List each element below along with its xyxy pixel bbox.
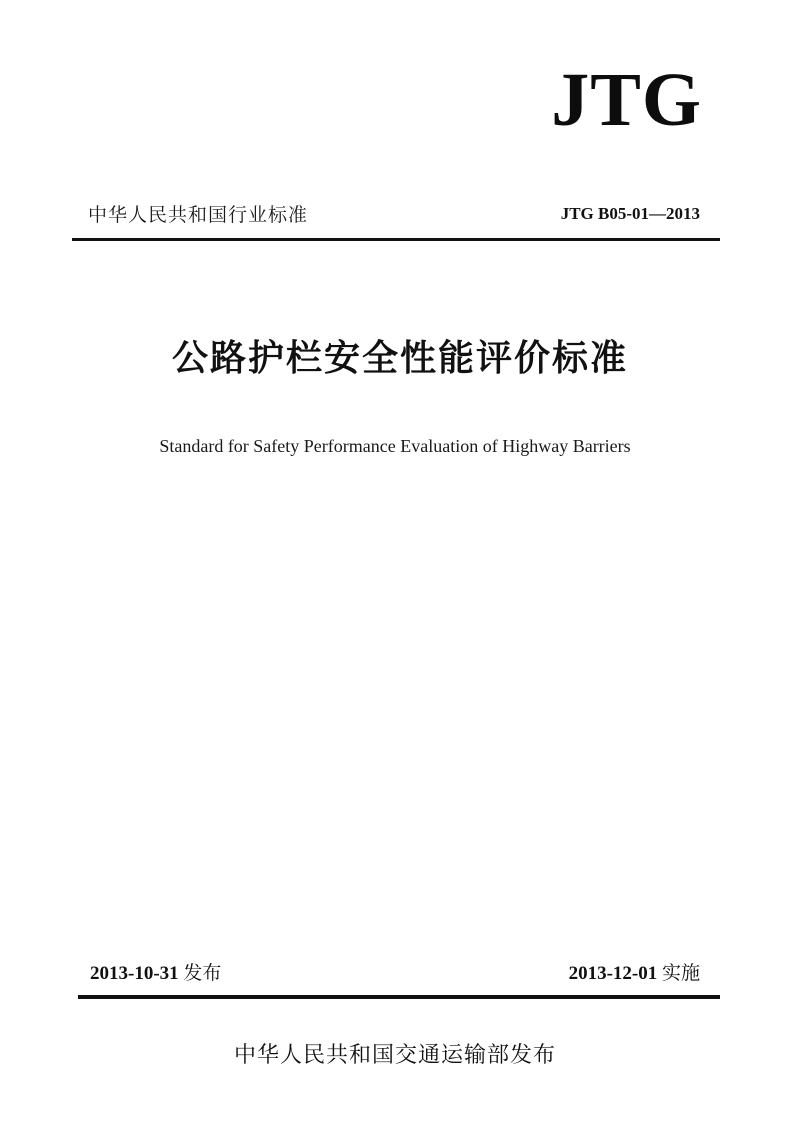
standard-category: 中华人民共和国行业标准	[88, 204, 309, 226]
implement-label: 实施	[661, 962, 700, 984]
title-chinese: 公路护栏安全性能评价标准	[171, 338, 628, 379]
bottom-divider	[78, 995, 720, 999]
implement-date-line	[569, 958, 700, 985]
title-english: Standard for Safety Performance Evaluation of Highway Barriers	[159, 436, 631, 456]
publisher: 中华人民共和国交通运输部发布	[233, 1043, 556, 1068]
jtg-logo: JTG	[551, 58, 702, 142]
issue-label: 发布	[183, 962, 222, 984]
top-divider	[72, 238, 720, 241]
issue-date-line	[90, 958, 221, 985]
implement-date: 2013-12-01	[568, 963, 658, 984]
standard-code: JTG B05-01—2013	[560, 204, 700, 223]
issue-date: 2013-10-31	[90, 963, 179, 984]
